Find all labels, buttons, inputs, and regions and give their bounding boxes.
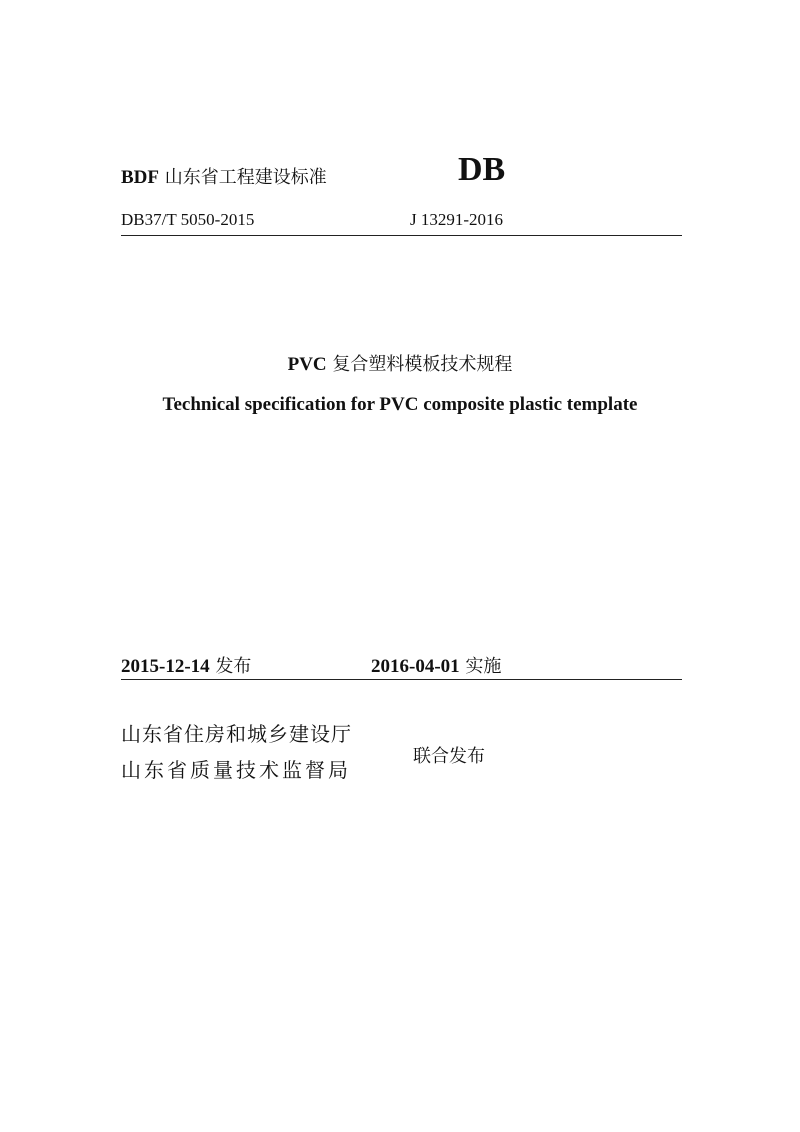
standard-type: 山东省工程建设标准 — [164, 167, 327, 188]
issuer-quality-bureau: 山东省质量技术监督局 — [121, 758, 351, 782]
issue-label: 发布 — [215, 656, 252, 677]
bottom-divider — [121, 679, 682, 680]
bdf-prefix: BDF — [121, 167, 159, 188]
issue-date: 2015-12-14 — [121, 656, 210, 677]
issuer-housing-dept: 山东省住房和城乡建设厅 — [121, 722, 352, 746]
title-chinese-text: 复合塑料模板技术规程 — [332, 354, 513, 375]
effect-date: 2016-04-01 — [371, 656, 460, 677]
effect-date-line — [371, 652, 501, 678]
db-mark: DB — [458, 151, 506, 188]
title-chinese-latin: PVC — [287, 354, 327, 375]
title-chinese — [0, 350, 800, 376]
effect-label: 实施 — [465, 656, 502, 677]
standard-type-label — [121, 163, 327, 189]
title-english: Technical specification for PVC composite plastic template — [162, 394, 638, 415]
record-number: J 13291-2016 — [410, 210, 504, 229]
top-divider — [121, 235, 682, 236]
standard-number: DB37/T 5050-2015 — [121, 210, 255, 229]
issue-date-line — [121, 652, 251, 678]
joint-issue-label: 联合发布 — [413, 746, 485, 767]
